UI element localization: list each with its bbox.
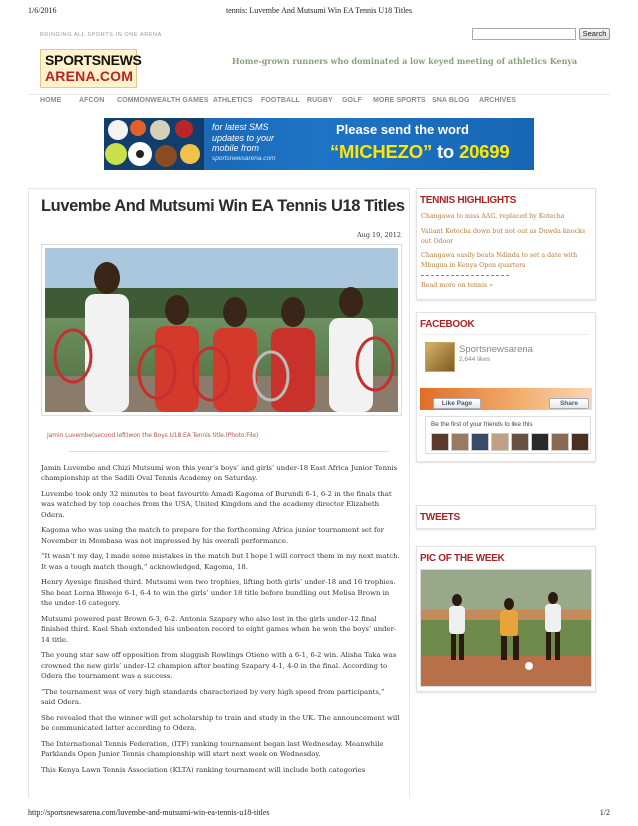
avatar[interactable] [531,433,549,451]
avatar[interactable] [491,433,509,451]
nav-item-rugby[interactable]: RUGBY [307,97,333,104]
site-logo[interactable] [40,49,142,88]
logo-line-1: SPORTSNEWS [45,52,142,68]
nav-item-commonwealth-games[interactable]: COMMONWEALTH GAMES [117,97,209,104]
tennis-highlights-title: TENNIS HIGHLIGHTS [420,195,517,206]
facebook-like-page-button[interactable]: Like Page [433,398,481,409]
avatar[interactable] [551,433,569,451]
main-nav [40,97,610,109]
article-paragraph: Mutsumi powered past Brown 6-3, 6-2. Antonia Szapary who also lost in the girls under-12 final finished third. Kael Shah extended his unbeaten record to eight games when he won the boys’ under-14 title. [41,614,397,644]
banner-number: 20699 [458,141,510,162]
caption-divider [69,451,389,452]
header-divider [28,94,610,95]
pic-of-week-widget [416,546,596,692]
sports-balls-image [104,118,204,170]
nav-item-sna-blog[interactable]: SNA BLOG [432,97,470,104]
tennis-players-photo [45,248,398,412]
print-url: http://sportsnewsarena.com/luvembe-and-mutsumi-win-ea-tennis-u18-titles [28,808,270,817]
tweets-widget [416,505,596,529]
print-date: 1/6/2016 [28,6,57,15]
nav-item-archives[interactable]: ARCHIVES [479,97,516,104]
banner-sms-line: for latest SMS [212,122,269,132]
article-paragraph: Henry Ayesige finished third. Mutsumi won two trophies, lifting both girls’ under-18 and 16 trophies. She beat Lorna Bhweje 6-1, 6-4 to win the girls’ under 18 title before bundling out Melisa Brown in the under-16 category. [41,578,396,608]
article-paragraph: Luvembe took only 32 minutes to beat favourite Amadi Kagoma of Burundi 6-1, 6-2 in the finals that was watched by top coaches from the USA, United Kingdom and the academy director Elizabeth Odera. [41,490,392,519]
article-title: Luvembe And Mutsumi Win EA Tennis U18 Titles [41,197,405,215]
article-paragraph: The International Tennis Federation, (ITF) ranking tournament began last Wednesday. Meanwhile Parklands Open Junior Tennis championship will start next week on Wednesday. [41,739,384,759]
avatar[interactable] [471,433,489,451]
site-tagline: BRINGING ALL SPORTS IN ONE ARENA [40,32,162,38]
tennis-highlight-link[interactable]: Changawa to miss AAG, replaced by Kotecha [421,213,565,220]
site-description: Home-grown runners who dominated a low keyed meeting of athletics Kenya [232,56,578,66]
nav-item-afcon[interactable]: AFCON [79,97,105,104]
read-more-tennis-link[interactable]: Read more on tennis » [421,282,494,289]
facebook-friends-text: Be the first of your friends to like this [431,421,533,428]
article-paragraph: The young star saw off opposition from sluggish Rowlings Otieno with a 6-1, 6-2 win. Alisha Taka was crowned the new girls’ under-12 champion after beating Szapary 4-1, 4-0 in the final. According to Odera the tournament was a success. [41,651,397,681]
tennis-highlight-link[interactable]: Changawa easily beats Ndinda to set a date with Mbugua in Kenya Open quarters [421,252,578,269]
nav-item-golf[interactable]: GOLF [342,97,362,104]
nav-item-athletics[interactable]: ATHLETICS [213,97,253,104]
photo-caption: Jamin Luvembe(second left)won the Boys U18 EA Tennis title.(Photo:File) [47,432,259,439]
nav-item-home[interactable]: HOME [40,97,62,104]
pic-of-week-title: PIC OF THE WEEK [420,553,505,564]
banner-to: to [436,141,455,162]
banner-headline: Please send the word [336,122,469,137]
print-title: tennis: Luvembe And Mutsumi Win EA Tennis U18 Titles [226,6,412,15]
facebook-friend-avatars [431,433,591,451]
pic-of-week-image[interactable] [420,569,592,687]
article-paragraph: This Kenya Lawn Tennis Association (KLTA) ranking tournament will include both categories [41,765,366,774]
article-paragraph: Jamin Luvembe and Chizi Mutsumi won this year’s boys’ and girls’ under-18 East Africa Junior Tennis championship at the Sadili Oval Tennis Academy on Saturday. [41,464,398,483]
article-body [41,463,401,780]
banner-keyword: “MICHEZO” [330,141,433,162]
sms-banner-ad[interactable] [104,118,534,170]
article-paragraph: She revealed that the winner will get scholarship to train and study in the UK. The announcement will be communicated latter according to Odera. [41,713,400,733]
football-match-photo [421,570,592,687]
banner-sms-line: updates to your [212,132,275,143]
article-paragraph: Kagoma who was using the match to prepare for the forthcoming Africa junior tournament set for November in Mombasa was not impressed by his overall performance. [41,526,384,545]
print-header [28,6,610,18]
avatar[interactable] [431,433,449,451]
banner-sms-text [212,122,312,164]
facebook-share-button[interactable]: Share [549,398,589,409]
avatar[interactable] [571,433,589,451]
nav-item-football[interactable]: FOOTBALL [261,97,300,104]
article-date: Aug 19, 2012 [356,231,401,239]
banner-sms-line: mobile from [212,143,260,153]
tennis-highlight-link[interactable]: Valiant Kotecha down but not out as Duwda knocks out Odoor [421,228,586,245]
article [28,188,410,798]
banner-sms-site: sportsnewsarena.com [212,154,276,162]
article-photo [41,244,402,416]
print-footer [28,808,610,820]
highlights-divider [421,275,509,276]
avatar[interactable] [451,433,469,451]
facebook-friends-box [425,416,591,454]
print-page-number: 1/2 [599,808,610,817]
banner-keyword-line [330,141,509,163]
facebook-like-count: 2,644 likes [459,356,491,363]
logo-line-2: ARENA.COM [45,68,134,84]
tweets-title: TWEETS [420,512,460,523]
tennis-highlights-widget [416,188,596,300]
facebook-title: FACEBOOK [420,319,475,330]
search-input[interactable] [472,28,576,40]
nav-item-more-sports[interactable]: MORE SPORTS [373,97,426,104]
article-paragraph: “The tournament was of very high standards characterized by very high speed from participants,” said Odera. [41,687,385,707]
facebook-page-thumbnail[interactable] [425,342,455,372]
avatar[interactable] [511,433,529,451]
article-paragraph: “It wasn’t my day, I made some mistakes in the match but I hope I will correct them in my next match. It was a tough match though,” acknowledged, Kagoma, 18. [41,552,400,571]
facebook-widget [416,312,596,462]
facebook-page-name[interactable]: Sportsnewsarena [459,344,533,355]
search-button[interactable]: Search [579,28,610,40]
facebook-divider [420,334,590,335]
